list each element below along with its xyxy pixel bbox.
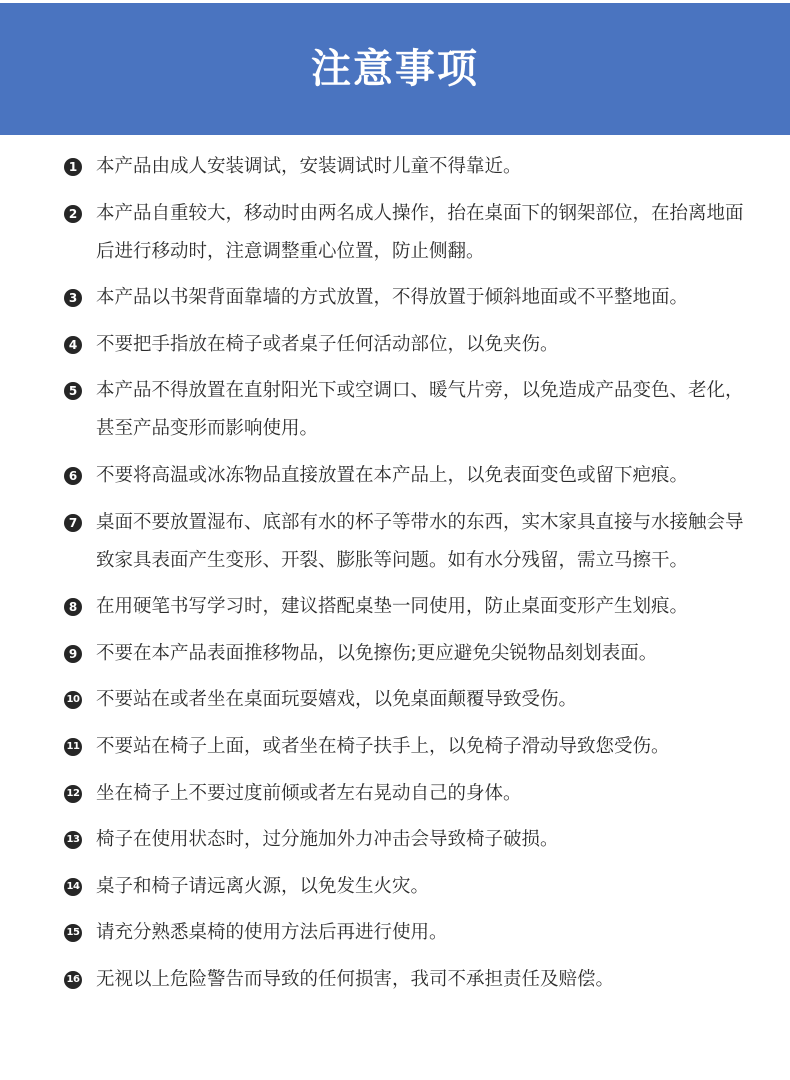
item-number-badge: 3 [64, 289, 82, 307]
item-text: 本产品以书架背面靠墙的方式放置，不得放置于倾斜地面或不平整地面。 [96, 287, 689, 309]
item-text: 坐在椅子上不要过度前倾或者左右晃动自己的身体。 [96, 782, 522, 804]
list-item [64, 326, 754, 364]
item-text: 不要把手指放在椅子或者桌子任何活动部位，以免夹伤。 [96, 333, 559, 355]
item-number-badge: 15 [64, 924, 82, 942]
item-number-badge: 12 [64, 785, 82, 803]
header-banner [0, 3, 790, 135]
list-item [64, 961, 754, 999]
list-item [64, 504, 754, 580]
list-item [64, 372, 754, 448]
list-item [64, 279, 754, 317]
list-item [64, 457, 754, 495]
list-item [64, 914, 754, 952]
item-text: 无视以上危险警告而导致的任何损害，我司不承担责任及赔偿。 [96, 968, 615, 990]
item-number-badge: 7 [64, 514, 82, 532]
list-item [64, 775, 754, 813]
list-item [64, 728, 754, 766]
item-number-badge: 4 [64, 336, 82, 354]
list-item [64, 148, 754, 186]
item-number-badge: 11 [64, 738, 82, 756]
item-text: 不要将高温或冰冻物品直接放置在本产品上，以免表面变色或留下疤痕。 [96, 464, 689, 486]
item-text: 不要站在或者坐在桌面玩耍嬉戏，以免桌面颠覆导致受伤。 [96, 689, 578, 711]
list-item [64, 635, 754, 673]
item-text: 椅子在使用状态时，过分施加外力冲击会导致椅子破损。 [96, 829, 559, 851]
list-item [64, 195, 754, 271]
item-text: 在用硬笔书写学习时，建议搭配桌垫一同使用，防止桌面变形产生划痕。 [96, 596, 689, 618]
item-number-badge: 16 [64, 971, 82, 989]
item-number-badge: 10 [64, 691, 82, 709]
item-text: 本产品自重较大，移动时由两名成人操作，抬在桌面下的钢架部位，在抬离地面后进行移动时，注意调整重心位置，防止侧翻。 [96, 202, 744, 262]
item-text: 不要在本产品表面推移物品，以免擦伤;更应避免尖锐物品刻划表面。 [96, 642, 658, 664]
notice-list [64, 148, 754, 999]
item-text: 本产品由成人安装调试，安装调试时儿童不得靠近。 [96, 156, 522, 177]
list-item [64, 821, 754, 859]
item-number-badge: 8 [64, 598, 82, 616]
item-number-badge: 14 [64, 878, 82, 896]
item-text: 本产品不得放置在直射阳光下或空调口、暖气片旁，以免造成产品变色、老化，甚至产品变形而影响使用。 [96, 380, 744, 440]
item-text: 桌子和椅子请远离火源，以免发生火灾。 [96, 875, 430, 897]
item-number-badge: 5 [64, 382, 82, 400]
list-item [64, 868, 754, 906]
page-title: 注意事项 [311, 46, 479, 92]
item-text: 请充分熟悉桌椅的使用方法后再进行使用。 [96, 922, 448, 944]
item-number-badge: 1 [64, 158, 82, 176]
item-number-badge: 9 [64, 645, 82, 663]
item-text: 不要站在椅子上面，或者坐在椅子扶手上，以免椅子滑动导致您受伤。 [96, 735, 670, 757]
item-number-badge: 6 [64, 467, 82, 485]
list-item [64, 588, 754, 626]
item-text: 桌面不要放置湿布、底部有水的杯子等带水的东西，实木家具直接与水接触会导致家具表面产生变形、开裂、膨胀等问题。如有水分残留，需立马擦干。 [96, 511, 744, 571]
item-number-badge: 13 [64, 831, 82, 849]
item-number-badge: 2 [64, 205, 82, 223]
list-item [64, 681, 754, 719]
